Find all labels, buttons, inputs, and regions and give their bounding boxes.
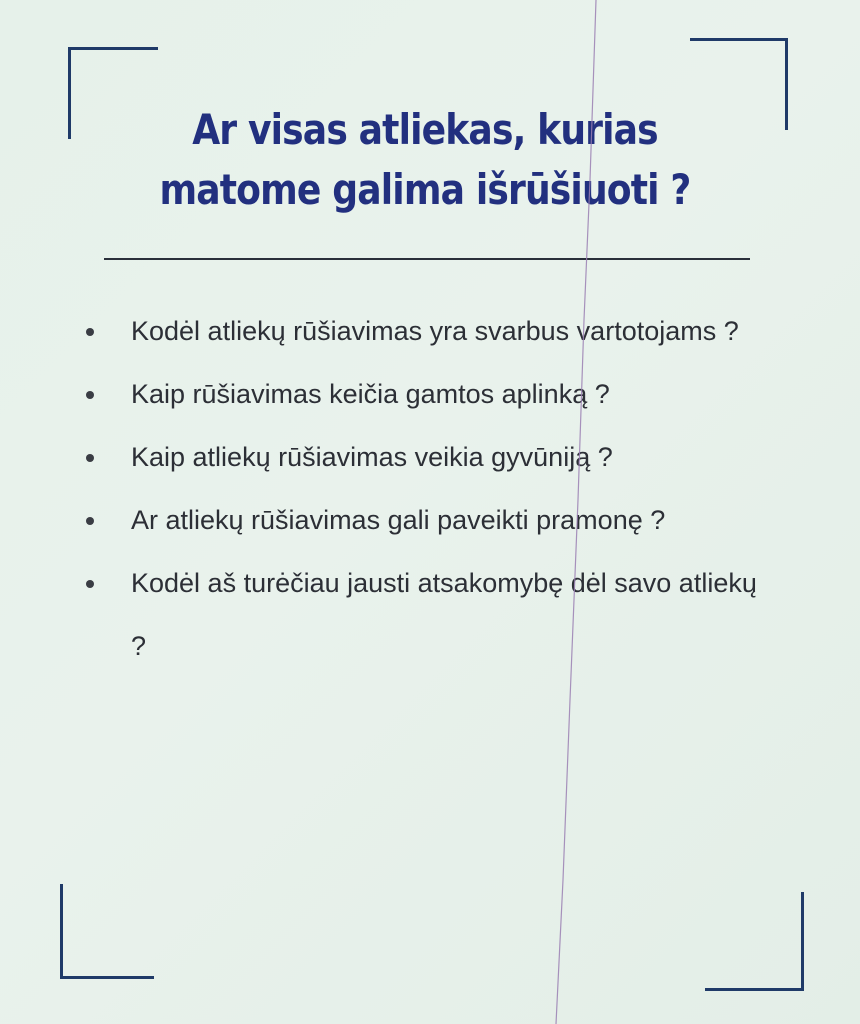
slide-title-line: Ar visas atliekas, kurias <box>192 105 658 154</box>
frame-corner-top-left-vertical <box>68 47 71 139</box>
slide-title-line: matome galima išrūšiuoti ? <box>159 165 691 214</box>
frame-corner-bottom-right-vertical <box>801 892 804 991</box>
question-text: Kodėl aš turėčiau jausti atsakomybę dėl savo atliekų ? <box>131 568 757 661</box>
bullet-icon <box>86 454 94 462</box>
question-item <box>84 300 764 363</box>
title-divider <box>104 258 750 260</box>
question-item <box>84 489 764 552</box>
question-item <box>84 552 764 678</box>
frame-corner-top-right-horizontal <box>690 38 788 41</box>
slide-title <box>128 100 721 220</box>
frame-corner-top-right-vertical <box>785 38 788 130</box>
frame-corner-bottom-left-vertical <box>60 884 63 979</box>
bullet-icon <box>86 580 94 588</box>
question-text: Ar atliekų rūšiavimas gali paveikti pramonę ? <box>131 505 666 535</box>
question-list <box>84 300 764 678</box>
frame-corner-top-left-horizontal <box>68 47 158 50</box>
bullet-icon <box>86 328 94 336</box>
question-text: Kodėl atliekų rūšiavimas yra svarbus vartotojams ? <box>131 316 739 346</box>
question-text: Kaip atliekų rūšiavimas veikia gyvūniją ? <box>131 442 613 472</box>
question-item <box>84 426 764 489</box>
bullet-icon <box>86 391 94 399</box>
bullet-icon <box>86 517 94 525</box>
question-item <box>84 363 764 426</box>
frame-corner-bottom-right-horizontal <box>705 988 804 991</box>
frame-corner-bottom-left-horizontal <box>60 976 154 979</box>
question-text: Kaip rūšiavimas keičia gamtos aplinką ? <box>131 379 610 409</box>
